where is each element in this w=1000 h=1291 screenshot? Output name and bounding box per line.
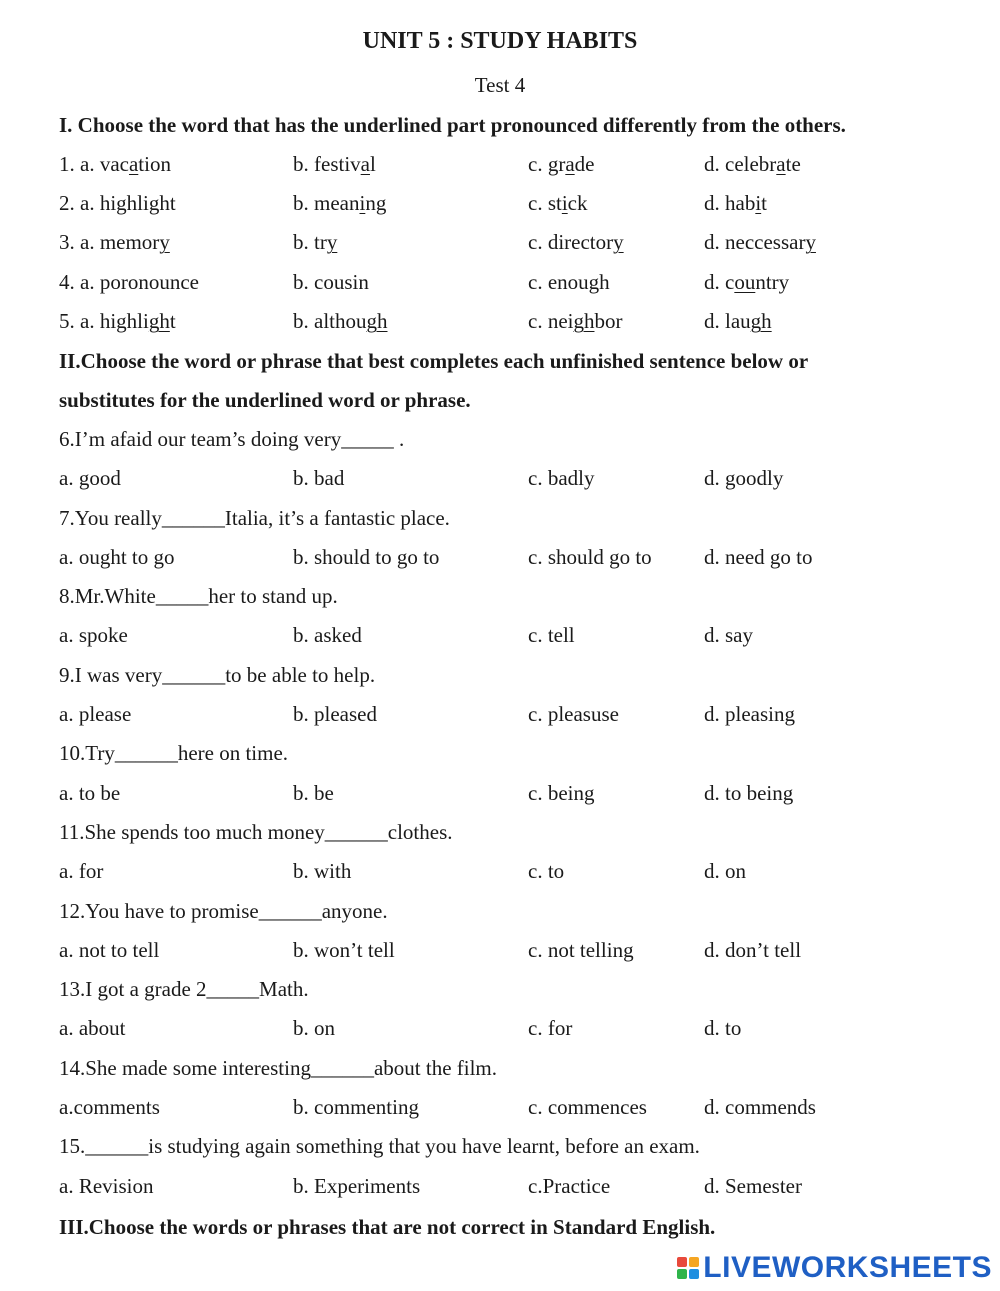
option-text: bor [594,309,623,333]
option-text: te [785,152,801,176]
option-a[interactable] [59,270,199,295]
underlined-part: ou [734,270,756,294]
option-text: 5. a. highli [59,309,149,333]
section-2-heading-line-1: II.Choose the word or phrase that best completes each unfinished sentence below or [59,349,809,373]
option-text: t [761,191,768,215]
option-text: b. c [293,270,324,294]
answer-option-c[interactable]: c. not telling [528,938,634,962]
answer-option-c[interactable]: c.Practice [528,1174,611,1198]
underlined-part: y [805,230,816,254]
answer-option-d[interactable]: d. pleasing [704,702,795,726]
option-text: t [169,309,176,333]
answer-options-row [59,702,959,732]
answer-options-row [59,623,959,653]
answer-option-d[interactable]: d. need go to [704,545,813,569]
pronunciation-row [59,309,959,339]
answer-options-row [59,781,959,811]
answer-option-b[interactable]: b. with [293,859,352,883]
pronunciation-row [59,230,959,260]
option-text: d. lau [704,309,751,333]
option-text: l [369,152,376,176]
underlined-part: a [776,152,786,176]
underlined-part: gh [148,309,170,333]
answer-option-d[interactable]: d. don’t tell [704,938,802,962]
question-text: 13.I got a grade 2_____Math. [59,977,309,1001]
option-d[interactable] [704,309,772,334]
answer-option-c[interactable]: c. to [528,859,565,883]
pronunciation-row [59,191,959,221]
page-title: UNIT 5 : STUDY HABITS [362,28,638,54]
option-text: d. hab [704,191,756,215]
logo-square [689,1269,699,1279]
answer-options-row [59,1174,959,1204]
underlined-part: gh [573,309,595,333]
option-c[interactable] [528,309,622,334]
answer-option-a[interactable]: a. spoke [59,623,128,647]
question-text: 8.Mr.White_____her to stand up. [59,584,338,608]
answer-option-d[interactable]: d. say [704,623,753,647]
answer-option-d[interactable]: d. to [704,1016,742,1040]
option-text: c. gr [528,152,566,176]
underlined-part: i [359,191,366,215]
option-d[interactable] [704,152,801,177]
underlined-part: gh [366,309,388,333]
underlined-part: y [159,230,170,254]
question-text: 11.She spends too much money______clothes. [59,820,453,844]
answer-options-row [59,545,959,575]
option-b[interactable] [293,309,388,334]
answer-option-b[interactable]: b. pleased [293,702,377,726]
answer-option-c[interactable]: c. pleasuse [528,702,619,726]
answer-option-a[interactable]: a. good [59,466,121,490]
underlined-part: y [326,230,338,254]
underlined-part: y [613,230,624,254]
question-text: 15.______is studying again something that you have learnt, before an exam. [59,1134,700,1158]
answer-option-a[interactable]: a.comments [59,1095,160,1119]
underlined-part: i [755,191,762,215]
option-text: ck [567,191,588,215]
option-text: b. festiv [293,152,361,176]
pronunciation-row [59,270,959,300]
answer-option-a[interactable]: a. to be [59,781,121,805]
option-text: de [574,152,595,176]
option-c[interactable] [528,230,624,255]
option-text: 4. a. p [59,270,111,294]
page-subtitle: Test 4 [474,73,526,97]
answer-option-b[interactable]: b. won’t tell [293,938,395,962]
liveworksheets-logo-icon [677,1257,699,1279]
option-text: 1. a. vac [59,152,129,176]
option-d[interactable] [704,230,816,255]
option-text: b. mean [293,191,360,215]
option-text: c. director [528,230,614,254]
option-c[interactable] [528,152,594,177]
option-text: d. c [704,270,735,294]
answer-options-row [59,1095,959,1125]
option-b[interactable] [293,230,337,255]
option-text: oronounce [110,270,199,294]
logo-text: LIVEWORKSHEETS [703,1251,992,1284]
answer-option-c[interactable]: c. commences [528,1095,647,1119]
option-a[interactable] [59,191,176,216]
logo-square [677,1257,687,1267]
answer-option-a[interactable]: a. please [59,702,132,726]
answer-option-b[interactable]: b. bad [293,466,345,490]
answer-option-d[interactable]: d. on [704,859,746,883]
answer-option-c[interactable]: c. for [528,1016,573,1040]
question-text: 6.I’m afaid our team’s doing very_____ . [59,427,405,451]
question-text: 10.Try______here on time. [59,741,289,765]
answer-option-a[interactable]: a. ought to go [59,545,175,569]
option-c[interactable] [528,270,610,295]
underlined-part: gh [750,309,772,333]
answer-option-c[interactable]: c. being [528,781,595,805]
answer-option-c[interactable]: c. should go to [528,545,652,569]
answer-option-c[interactable]: c. badly [528,466,595,490]
answer-option-c[interactable]: c. tell [528,623,575,647]
answer-option-d[interactable]: d. goodly [704,466,784,490]
answer-option-a[interactable]: a. not to tell [59,938,160,962]
option-d[interactable] [704,270,789,295]
pronunciation-row [59,152,959,182]
question-text: 14.She made some interesting______about the film. [59,1056,498,1080]
option-b[interactable] [293,152,376,177]
option-text: ntry [755,270,790,294]
option-text: 2. a. highl [59,191,143,215]
section-2-heading-line-2: substitutes for the underlined word or phrase. [59,388,471,412]
underlined-part: i [561,191,568,215]
answer-option-b[interactable]: b. asked [293,623,362,647]
answer-option-b[interactable]: b. should to go to [293,545,440,569]
option-b[interactable] [293,270,369,295]
option-text: d. neccessar [704,230,806,254]
option-c[interactable] [528,191,588,216]
option-a[interactable] [59,309,176,334]
liveworksheets-logo [677,1251,992,1285]
answer-option-b[interactable]: b. Experiments [293,1174,421,1198]
answer-options-row [59,938,959,968]
logo-square [677,1269,687,1279]
option-text: ousin [323,270,369,294]
answer-option-a[interactable]: a. for [59,859,104,883]
underlined-part: a [360,152,370,176]
question-text: 7.You really______Italia, it’s a fantastic place. [59,506,450,530]
question-text: 9.I was very______to be able to help. [59,663,376,687]
answer-option-a[interactable]: a. Revision [59,1174,154,1198]
option-a[interactable] [59,230,170,255]
option-text: c. nei [528,309,574,333]
answer-option-b[interactable]: b. be [293,781,334,805]
answer-options-row [59,1016,959,1046]
option-a[interactable] [59,152,171,177]
option-text: ng [365,191,387,215]
answer-option-d[interactable]: d. commends [704,1095,816,1119]
option-text: ough [567,270,610,294]
option-text: tion [138,152,171,176]
option-text: b. althou [293,309,367,333]
question-text: 12.You have to promise______anyone. [59,899,388,923]
underlined-part: a [128,152,139,176]
answer-options-row [59,466,959,496]
option-text: b. tr [293,230,327,254]
answer-option-a[interactable]: a. about [59,1016,126,1040]
section-1-heading: I. Choose the word that has the underlined part pronounced differently from the others. [59,113,846,137]
underlined-part: a [565,152,575,176]
option-text: c. st [528,191,562,215]
option-d[interactable] [704,191,767,216]
option-text: ight [143,191,176,215]
option-text: d. celebr [704,152,777,176]
answer-option-b[interactable]: b. on [293,1016,335,1040]
option-b[interactable] [293,191,386,216]
option-text: 3. a. memor [59,230,160,254]
answer-option-d[interactable]: d. to being [704,781,794,805]
answer-option-b[interactable]: b. commenting [293,1095,419,1119]
option-text: c. en [528,270,568,294]
answer-options-row [59,859,959,889]
answer-option-d[interactable]: d. Semester [704,1174,802,1198]
section-3-heading: III.Choose the words or phrases that are not correct in Standard English. [59,1215,716,1239]
logo-square [689,1257,699,1267]
